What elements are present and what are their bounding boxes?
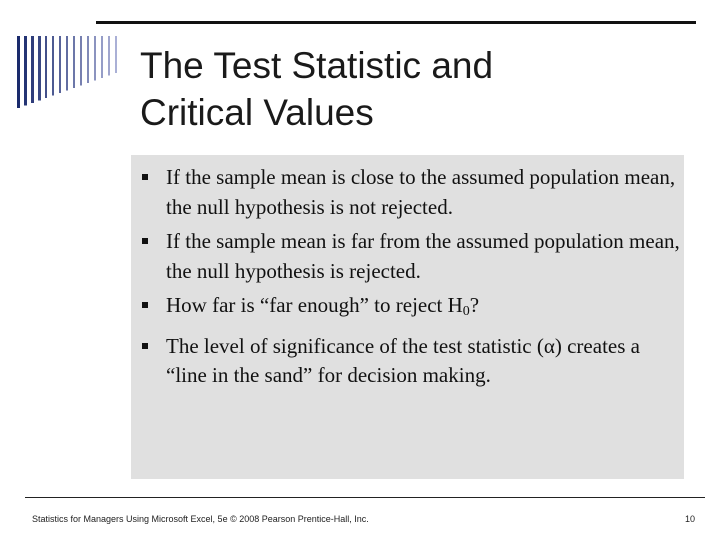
decorative-bar: [17, 36, 20, 108]
decorative-bar: [94, 36, 96, 81]
slide-title: [140, 42, 700, 136]
decorative-bar: [66, 36, 68, 91]
bullet-item: [140, 291, 680, 327]
page-number: 10: [684, 514, 695, 524]
bullet-item: [140, 332, 680, 391]
bullet-item: [140, 227, 680, 286]
decorative-bar: [115, 36, 117, 73]
decorative-bar: [87, 36, 89, 83]
bullet-text: The level of significance of the test statistic (α) creates a “line in the sand” for decision making.: [166, 333, 640, 387]
slide-title-line-1: The Test Statistic and: [140, 45, 494, 86]
bullet-text: If the sample mean is far from the assumed population mean, the null hypothesis is rejected.: [166, 229, 680, 283]
bullet-item: [140, 163, 680, 222]
square-bullet-icon: [142, 238, 148, 244]
decorative-bars-graphic: [15, 36, 125, 108]
square-bullet-icon: [142, 174, 148, 180]
bullet-text-main: How far is “far enough” to reject H: [166, 293, 463, 317]
footer-text: Statistics for Managers Using Microsoft Excel, 5e © 2008 Pearson Prentice-Hall, Inc.: [32, 514, 369, 524]
decorative-bar: [38, 36, 41, 101]
bullet-text: [166, 291, 680, 327]
decorative-bar: [24, 36, 27, 106]
top-rule: [96, 21, 696, 24]
square-bullet-icon: [142, 302, 148, 308]
bullet-subscript: 0: [462, 304, 470, 319]
square-bullet-icon: [142, 343, 148, 349]
decorative-bar: [52, 36, 54, 96]
bullet-text-end: ?: [469, 293, 480, 317]
decorative-bar: [73, 36, 75, 88]
slide-title-line-2: Critical Values: [140, 92, 374, 133]
decorative-bar: [59, 36, 61, 93]
decorative-bar: [31, 36, 34, 103]
bullet-list: [140, 163, 680, 396]
decorative-bar: [108, 36, 110, 76]
bottom-rule: [25, 497, 705, 498]
decorative-bar: [80, 36, 82, 86]
bullet-text: If the sample mean is close to the assumed population mean, the null hypothesis is not rejected.: [166, 165, 676, 219]
decorative-bar: [101, 36, 103, 78]
decorative-bar: [45, 36, 47, 98]
